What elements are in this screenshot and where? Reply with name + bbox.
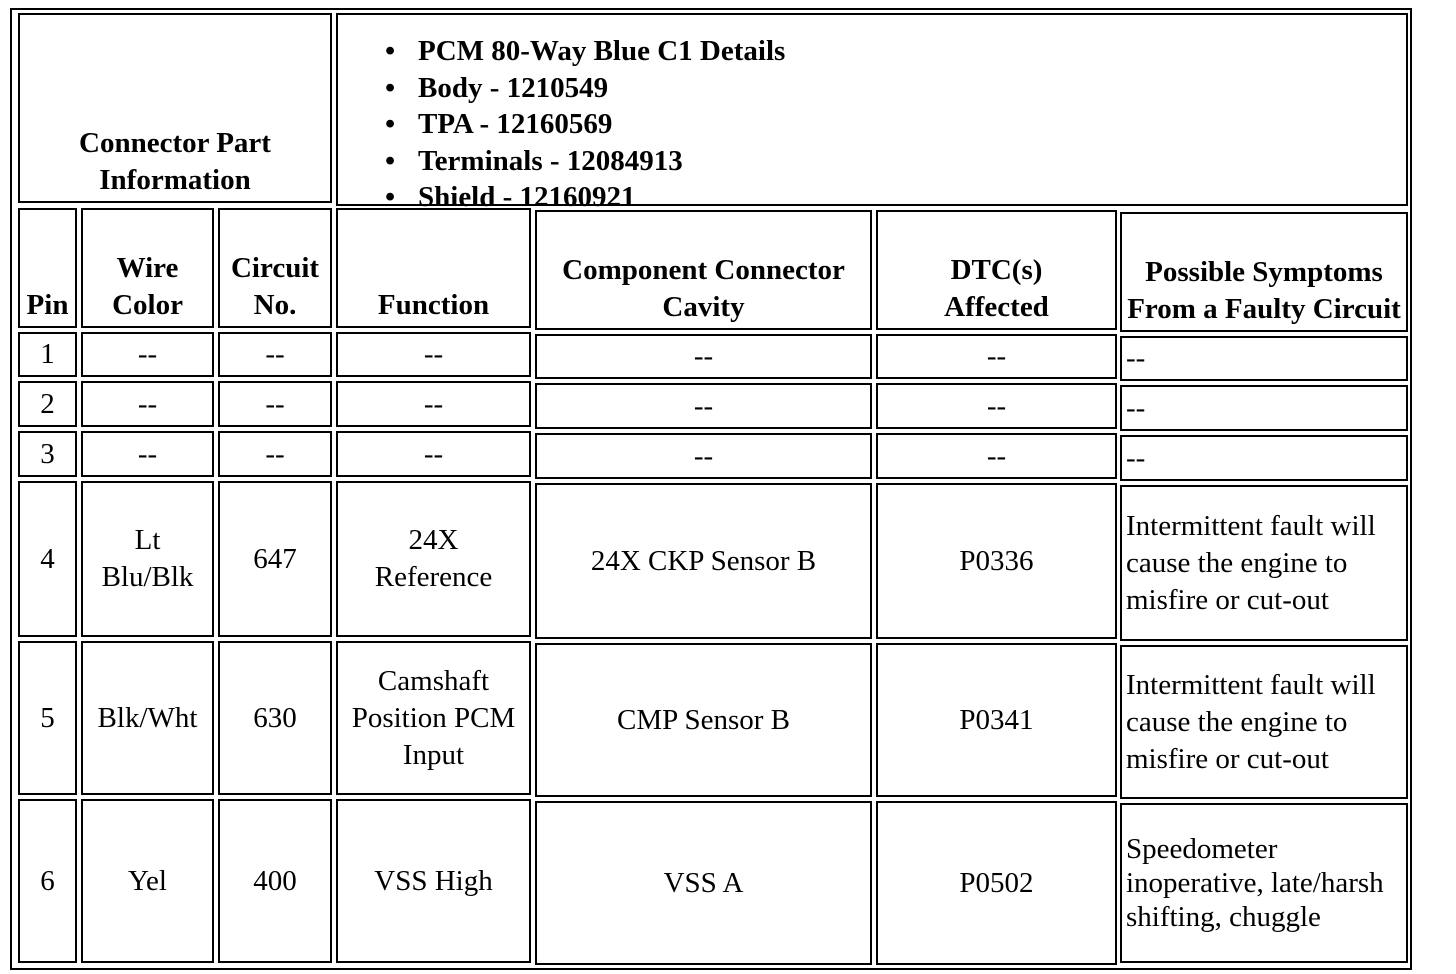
row6-pin: 6: [18, 799, 77, 963]
row4-function: 24X Reference: [336, 481, 531, 637]
row6-circuit: 400: [218, 799, 332, 963]
row3-function: --: [336, 431, 531, 477]
header-component-cavity: Component Connector Cavity: [535, 210, 872, 330]
row5-symptoms: Intermittent fault will cause the engine to misfire or cut-out: [1120, 645, 1408, 799]
row3-dtc: --: [876, 433, 1117, 479]
header-dtc: DTC(s) Affected: [876, 210, 1117, 330]
header-pin: Pin: [18, 208, 77, 328]
detail-item: • Terminals - 12084913: [385, 144, 683, 177]
row2-pin: 2: [18, 381, 77, 427]
row1-function: --: [336, 332, 531, 377]
row3-circuit: --: [218, 431, 332, 477]
row3-pin: 3: [18, 431, 77, 477]
row1-pin: 1: [18, 332, 77, 377]
row6-cavity: VSS A: [535, 801, 872, 965]
row1-cavity: --: [535, 334, 872, 379]
connector-part-info-text: Connector Part Information: [79, 127, 271, 196]
row2-symptoms: --: [1120, 385, 1408, 431]
row5-circuit: 630: [218, 641, 332, 795]
row6-wire: Yel: [81, 799, 214, 963]
row1-symptoms: --: [1120, 336, 1408, 381]
row1-dtc: --: [876, 334, 1117, 379]
row4-symptoms: Intermittent fault will cause the engine to misfire or cut-out: [1120, 485, 1408, 641]
header-function: Function: [336, 208, 531, 328]
detail-item: • PCM 80-Way Blue C1 Details: [385, 35, 786, 67]
row1-wire: --: [81, 332, 214, 377]
row4-cavity: 24X CKP Sensor B: [535, 483, 872, 639]
detail-item: • Body - 1210549: [385, 71, 609, 104]
row4-pin: 4: [18, 481, 77, 637]
row4-circuit: 647: [218, 481, 332, 637]
row6-function: VSS High: [336, 799, 531, 963]
connector-part-info-label: [18, 13, 332, 203]
row2-cavity: --: [535, 383, 872, 429]
header-circuit-no: Circuit No.: [218, 208, 332, 328]
row6-symptoms: Speedometer inoperative, late/harsh shifting, chuggle: [1120, 803, 1408, 963]
detail-item: • TPA - 12160569: [385, 108, 613, 140]
row6-dtc: P0502: [876, 801, 1117, 965]
row5-dtc: P0341: [876, 643, 1117, 797]
connector-details-list: [338, 33, 785, 216]
connector-details-cell: [336, 13, 1408, 213]
row5-pin: 5: [18, 641, 77, 795]
row5-function: Camshaft Position PCM Input: [336, 641, 531, 795]
row2-dtc: --: [876, 383, 1117, 429]
row5-wire: Blk/Wht: [81, 641, 214, 795]
header-symptoms: Possible Symptoms From a Faulty Circuit: [1120, 212, 1408, 332]
row3-symptoms: --: [1120, 435, 1408, 481]
row2-function: --: [336, 381, 531, 427]
header-wire-color: Wire Color: [81, 208, 214, 328]
row1-circuit: --: [218, 332, 332, 377]
row4-dtc: P0336: [876, 483, 1117, 639]
row2-wire: --: [81, 381, 214, 427]
row3-wire: --: [81, 431, 214, 477]
row5-cavity: CMP Sensor B: [535, 643, 872, 797]
row2-circuit: --: [218, 381, 332, 427]
row3-cavity: --: [535, 433, 872, 479]
row4-wire: Lt Blu/Blk: [81, 481, 214, 637]
detail-item: • Shield - 12160921: [385, 181, 636, 213]
